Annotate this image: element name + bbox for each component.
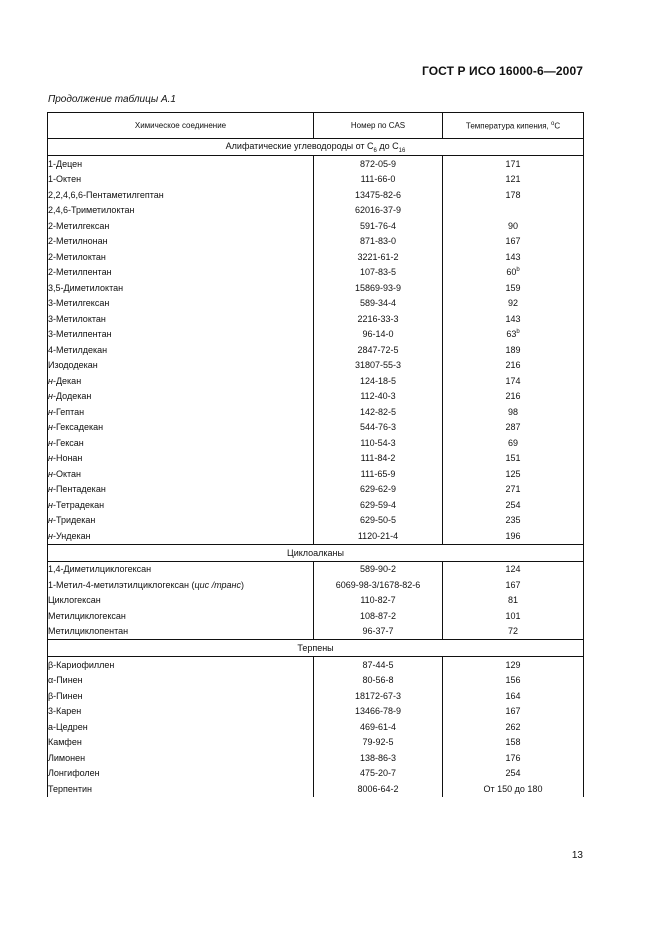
- cas-number-cell: [314, 497, 443, 513]
- section-title: Терпены: [48, 640, 584, 657]
- boiling-point-text: 254: [505, 768, 521, 779]
- compound-name-text: 1-Децен: [48, 158, 83, 169]
- cas-number-cell: [314, 358, 443, 374]
- compound-name-text: β-Пинен: [48, 690, 83, 701]
- compound-name-text: Лимонен: [48, 752, 86, 763]
- cas-number-text: 111-66-0: [360, 174, 396, 185]
- compound-name-text: н-Нонан: [48, 453, 83, 464]
- boiling-point-text: 171: [505, 158, 521, 169]
- boiling-point-cell: [443, 358, 584, 374]
- boiling-point-text: 262: [505, 721, 521, 732]
- compound-name-cell: [48, 234, 314, 250]
- table-row: [48, 358, 584, 374]
- table-row: [48, 657, 584, 673]
- cas-number-cell: [314, 172, 443, 188]
- compound-name-cell: [48, 719, 314, 735]
- table-row: [48, 750, 584, 766]
- compound-name-text: 3-Метилгексан: [48, 298, 110, 309]
- compound-name-cell: [48, 311, 314, 327]
- compound-name-cell: [48, 766, 314, 782]
- table-caption: Продолжение таблицы А.1: [48, 94, 176, 105]
- boiling-point-text: 124: [505, 564, 521, 575]
- boiling-point-text: 235: [505, 515, 521, 526]
- compound-name-cell: [48, 482, 314, 498]
- table-row: [48, 735, 584, 751]
- compound-name-text: 1,4-Диметилциклогексан: [48, 564, 152, 575]
- cas-number-cell: [314, 373, 443, 389]
- boiling-point-cell: [443, 280, 584, 296]
- page-number: 13: [571, 850, 583, 861]
- boiling-point-text: 174: [505, 375, 521, 386]
- boiling-point-text: 72: [507, 626, 518, 637]
- cas-number-cell: [314, 750, 443, 766]
- boiling-point-text: 167: [505, 579, 521, 590]
- compound-name-text: 2-Метилпентан: [48, 267, 112, 278]
- boiling-point-cell: [443, 203, 584, 219]
- boiling-point-text: 216: [505, 391, 521, 402]
- compound-name-cell: [48, 593, 314, 609]
- table-row: [48, 497, 584, 513]
- boiling-point-cell: [443, 577, 584, 593]
- compound-name-text: 2,2,4,6,6-Пентаметилгептан: [48, 189, 164, 200]
- cas-number-text: 3221-61-2: [357, 251, 399, 262]
- compound-name-text: β-Кариофиллен: [48, 659, 115, 670]
- cas-number-cell: [314, 404, 443, 420]
- boiling-point-cell: [443, 497, 584, 513]
- boiling-point-cell: [443, 389, 584, 405]
- cas-number-cell: [314, 296, 443, 312]
- compound-name-cell: [48, 451, 314, 467]
- boiling-point-cell: [443, 608, 584, 624]
- cas-number-cell: [314, 657, 443, 673]
- boiling-point-cell: [443, 327, 584, 343]
- compound-name-cell: [48, 688, 314, 704]
- boiling-point-cell: [443, 296, 584, 312]
- table-row: [48, 451, 584, 467]
- cas-number-text: 591-76-4: [359, 220, 397, 231]
- cas-number-text: 111-84-2: [360, 453, 396, 464]
- table-body: [48, 139, 584, 797]
- compound-name-text: н-Пентадекан: [48, 484, 106, 495]
- compound-name-text: н-Октан: [48, 468, 81, 479]
- boiling-point-text: 125: [505, 468, 521, 479]
- table-row: [48, 435, 584, 451]
- compound-name-text: 2-Метилгексан: [48, 220, 110, 231]
- cas-number-text: 87-44-5: [362, 659, 394, 670]
- compound-name-cell: [48, 735, 314, 751]
- boiling-point-cell: [443, 688, 584, 704]
- boiling-point-cell: [443, 311, 584, 327]
- cas-number-cell: [314, 704, 443, 720]
- boiling-point-cell: [443, 373, 584, 389]
- compound-name-text: Циклогексан: [48, 595, 101, 606]
- table-row: [48, 373, 584, 389]
- cas-number-cell: [314, 466, 443, 482]
- compound-name-cell: [48, 497, 314, 513]
- table-row: [48, 327, 584, 343]
- table-row: [48, 404, 584, 420]
- table-row: [48, 187, 584, 203]
- compound-name-cell: [48, 156, 314, 172]
- cas-number-text: 589-34-4: [359, 298, 397, 309]
- boiling-point-text: 164: [505, 690, 521, 701]
- section-header-row: [48, 640, 584, 657]
- cas-number-cell: [314, 389, 443, 405]
- cas-number-cell: [314, 482, 443, 498]
- boiling-point-text: 92: [507, 298, 518, 309]
- compound-name-cell: [48, 327, 314, 343]
- boiling-point-cell: [443, 561, 584, 577]
- compound-name-cell: [48, 296, 314, 312]
- cas-number-cell: [314, 735, 443, 751]
- boiling-point-text: 216: [505, 360, 521, 371]
- cas-number-text: 96-14-0: [362, 329, 394, 340]
- cas-number-cell: [314, 156, 443, 172]
- boiling-point-cell: [443, 673, 584, 689]
- compound-name-cell: [48, 528, 314, 544]
- compound-name-text: а-Цедрен: [48, 721, 88, 732]
- compound-name-cell: [48, 358, 314, 374]
- compound-name-text: Камфен: [48, 737, 82, 748]
- table-header-row: [48, 113, 584, 139]
- column-header-boiling-point: Температура кипения, $^o$С: [443, 113, 584, 139]
- compound-name-text: н-Ундекан: [48, 530, 91, 541]
- table-row: [48, 172, 584, 188]
- compound-name-text: α-Пинен: [48, 675, 83, 686]
- table-row: [48, 156, 584, 172]
- table-row: [48, 608, 584, 624]
- boiling-point-text: 196: [505, 530, 521, 541]
- boiling-point-cell: [443, 704, 584, 720]
- compound-name-cell: [48, 750, 314, 766]
- cas-number-text: 475-20-7: [359, 768, 397, 779]
- cas-number-cell: [314, 766, 443, 782]
- cas-number-text: 15869-93-9: [354, 282, 402, 293]
- cas-number-text: 62016-37-9: [354, 205, 402, 216]
- table-row: [48, 249, 584, 265]
- compound-name-cell: [48, 342, 314, 358]
- cas-number-cell: [314, 577, 443, 593]
- boiling-point-text: 254: [505, 499, 521, 510]
- compound-name-cell: [48, 280, 314, 296]
- cas-number-cell: [314, 203, 443, 219]
- cas-number-text: 871-83-0: [359, 236, 397, 247]
- cas-number-cell: [314, 327, 443, 343]
- cas-number-cell: [314, 342, 443, 358]
- compound-name-cell: [48, 608, 314, 624]
- cas-number-cell: [314, 561, 443, 577]
- boiling-point-cell: [443, 781, 584, 797]
- cas-number-text: 80-56-8: [362, 675, 394, 686]
- table-row: [48, 342, 584, 358]
- cas-number-text: 96-37-7: [362, 626, 394, 637]
- boiling-point-cell: [443, 593, 584, 609]
- cas-number-cell: [314, 624, 443, 640]
- compound-name-text: н-Тетрадекан: [48, 499, 105, 510]
- cas-number-cell: [314, 719, 443, 735]
- boiling-point-text: 167: [505, 706, 521, 717]
- boiling-point-text: 60: [506, 267, 517, 278]
- compound-name-text: 3-Карен: [48, 706, 82, 717]
- boiling-point-text: От 150 до 180: [483, 783, 543, 794]
- cas-number-text: 544-76-3: [359, 422, 397, 433]
- cas-number-text: 469-61-4: [359, 721, 397, 732]
- footnote-marker: b: [516, 329, 520, 336]
- boiling-point-text: 271: [505, 484, 521, 495]
- footnote-marker: b: [516, 267, 520, 274]
- compound-name-cell: [48, 466, 314, 482]
- column-header-compound: Химическое соединение: [48, 113, 314, 139]
- compound-name-cell: [48, 172, 314, 188]
- cas-number-cell: [314, 781, 443, 797]
- cas-number-cell: [314, 280, 443, 296]
- boiling-point-cell: [443, 420, 584, 436]
- cas-number-text: 111-65-9: [360, 468, 396, 479]
- cas-number-text: 108-87-2: [359, 610, 397, 621]
- compound-name-cell: [48, 389, 314, 405]
- boiling-point-cell: [443, 218, 584, 234]
- compound-name-text: н-Тридекан: [48, 515, 96, 526]
- cas-number-cell: [314, 593, 443, 609]
- cas-number-text: 2216-33-3: [357, 313, 399, 324]
- boiling-point-cell: [443, 187, 584, 203]
- compound-name-text: н-Гексан: [48, 437, 84, 448]
- compound-name-text: Метилциклопентан: [48, 626, 129, 637]
- table-row: [48, 218, 584, 234]
- cas-number-cell: [314, 673, 443, 689]
- compound-name-cell: [48, 203, 314, 219]
- cas-number-cell: [314, 608, 443, 624]
- boiling-point-cell: [443, 735, 584, 751]
- boiling-point-text: 101: [505, 610, 521, 621]
- boiling-point-text: 81: [507, 595, 518, 606]
- boiling-point-cell: [443, 234, 584, 250]
- cas-number-text: 142-82-5: [359, 406, 397, 417]
- cas-number-text: 6069-98-3/1678-82-6: [335, 579, 421, 590]
- cas-number-text: 13475-82-6: [354, 189, 402, 200]
- compound-name-text: 2-Метилоктан: [48, 251, 106, 262]
- boiling-point-table: [47, 112, 584, 797]
- boiling-point-text: 287: [505, 422, 521, 433]
- table-row: [48, 311, 584, 327]
- cas-number-text: 2847-72-5: [357, 344, 399, 355]
- compound-name-cell: [48, 561, 314, 577]
- compound-name-cell: [48, 187, 314, 203]
- table-row: [48, 528, 584, 544]
- compound-name-text: Лонгифолен: [48, 768, 100, 779]
- table-row: [48, 673, 584, 689]
- compound-name-text: н-Декан: [48, 375, 82, 386]
- cas-number-text: 8006-64-2: [357, 783, 399, 794]
- boiling-point-cell: [443, 766, 584, 782]
- table-row: [48, 561, 584, 577]
- cas-number-text: 1120-21-4: [357, 530, 399, 541]
- table-row: [48, 203, 584, 219]
- table-row: [48, 766, 584, 782]
- boiling-point-cell: [443, 249, 584, 265]
- cas-number-text: 112-40-3: [360, 391, 396, 402]
- document-code: ГОСТ Р ИСО 16000-6—2007: [421, 64, 583, 78]
- compound-name-cell: [48, 435, 314, 451]
- table-row: [48, 624, 584, 640]
- cas-number-text: 629-50-5: [359, 515, 397, 526]
- compound-name-cell: [48, 513, 314, 529]
- table-row: [48, 719, 584, 735]
- boiling-point-text: 167: [505, 236, 521, 247]
- cas-number-cell: [314, 688, 443, 704]
- compound-name-text: 1-Метил-4-метилэтилциклогексан (цис /транс): [48, 579, 244, 590]
- boiling-point-text: 178: [505, 189, 521, 200]
- boiling-point-cell: [443, 404, 584, 420]
- compound-name-cell: [48, 781, 314, 797]
- cas-number-cell: [314, 234, 443, 250]
- boiling-point-text: 121: [505, 174, 521, 185]
- boiling-point-cell: [443, 156, 584, 172]
- table-row: [48, 593, 584, 609]
- section-header-row: [48, 544, 584, 561]
- table-row: [48, 688, 584, 704]
- boiling-point-text: 151: [505, 453, 521, 464]
- cas-number-text: 589-90-2: [359, 564, 397, 575]
- compound-name-text: 1-Октен: [48, 174, 82, 185]
- boiling-point-text: 143: [505, 313, 521, 324]
- compound-name-text: 2-Метилнонан: [48, 236, 108, 247]
- compound-name-cell: [48, 657, 314, 673]
- cas-number-cell: [314, 420, 443, 436]
- table-row: [48, 234, 584, 250]
- compound-name-text: 3-Метилпентан: [48, 329, 112, 340]
- compound-name-cell: [48, 218, 314, 234]
- compound-name-text: 4-Метилдекан: [48, 344, 108, 355]
- boiling-point-text: 129: [505, 659, 521, 670]
- compound-name-cell: [48, 577, 314, 593]
- table-row: [48, 781, 584, 797]
- compound-name-text: н-Гептан: [48, 406, 85, 417]
- column-header-cas: Номер по CAS: [314, 113, 443, 139]
- boiling-point-cell: [443, 435, 584, 451]
- compound-name-text: Терпентин: [48, 783, 92, 794]
- section-title: Алифатические углеводороды от $С_6$ до $С_{16}$: [48, 139, 584, 156]
- cas-number-text: 629-59-4: [359, 499, 397, 510]
- boiling-point-cell: [443, 513, 584, 529]
- table-row: [48, 482, 584, 498]
- compound-name-cell: [48, 704, 314, 720]
- boiling-point-cell: [443, 657, 584, 673]
- table-row: [48, 265, 584, 281]
- cas-number-text: 110-54-3: [360, 437, 396, 448]
- compound-name-text: 3,5-Диметилоктан: [48, 282, 124, 293]
- compound-name-cell: [48, 420, 314, 436]
- section-title: Циклоалканы: [48, 544, 584, 561]
- cas-number-cell: [314, 451, 443, 467]
- boiling-point-text: 159: [505, 282, 521, 293]
- cas-number-text: 872-05-9: [359, 158, 397, 169]
- compound-name-cell: [48, 404, 314, 420]
- cas-number-text: 629-62-9: [359, 484, 397, 495]
- boiling-point-cell: [443, 451, 584, 467]
- compound-name-cell: [48, 673, 314, 689]
- cas-number-text: 138-86-3: [359, 752, 397, 763]
- boiling-point-cell: [443, 750, 584, 766]
- compound-name-cell: [48, 265, 314, 281]
- cas-number-cell: [314, 513, 443, 529]
- boiling-point-text: 156: [505, 675, 521, 686]
- boiling-point-text: 63: [506, 329, 517, 340]
- boiling-point-cell: [443, 528, 584, 544]
- compound-name-text: 2,4,6-Триметилоктан: [48, 205, 135, 216]
- boiling-point-text: 69: [507, 437, 518, 448]
- boiling-point-text: 90: [507, 220, 518, 231]
- boiling-point-cell: [443, 719, 584, 735]
- boiling-point-cell: [443, 482, 584, 498]
- boiling-point-cell: [443, 342, 584, 358]
- compound-name-text: Изододекан: [48, 360, 98, 371]
- boiling-point-text: 189: [505, 344, 521, 355]
- boiling-point-cell: [443, 466, 584, 482]
- cas-number-text: 124-18-5: [359, 375, 397, 386]
- cas-number-cell: [314, 265, 443, 281]
- boiling-point-cell: [443, 172, 584, 188]
- cas-number-cell: [314, 187, 443, 203]
- compound-name-text: Метилциклогексан: [48, 610, 126, 621]
- cas-number-text: 110-82-7: [360, 595, 396, 606]
- boiling-point-text: 98: [507, 406, 518, 417]
- section-header-row: [48, 139, 584, 156]
- cas-number-text: 18172-67-3: [354, 690, 402, 701]
- cas-number-cell: [314, 311, 443, 327]
- cas-number-cell: [314, 249, 443, 265]
- cas-number-text: 107-83-5: [359, 267, 397, 278]
- compound-name-cell: [48, 624, 314, 640]
- boiling-point-text: 176: [505, 752, 521, 763]
- boiling-point-cell: [443, 265, 584, 281]
- table-row: [48, 513, 584, 529]
- cas-number-cell: [314, 528, 443, 544]
- boiling-point-text: 143: [505, 251, 521, 262]
- compound-name-cell: [48, 249, 314, 265]
- compound-name-cell: [48, 373, 314, 389]
- cas-number-cell: [314, 435, 443, 451]
- table-row: [48, 704, 584, 720]
- table-row: [48, 420, 584, 436]
- compound-name-text: 3-Метилоктан: [48, 313, 106, 324]
- table-row: [48, 577, 584, 593]
- cas-number-text: 13466-78-9: [354, 706, 402, 717]
- boiling-point-cell: [443, 624, 584, 640]
- table-row: [48, 296, 584, 312]
- cas-number-cell: [314, 218, 443, 234]
- cas-number-text: 79-92-5: [362, 737, 394, 748]
- cas-number-text: 31807-55-3: [354, 360, 402, 371]
- table-row: [48, 389, 584, 405]
- compound-name-text: н-Гексадекан: [48, 422, 104, 433]
- table-row: [48, 466, 584, 482]
- compound-name-text: н-Додекан: [48, 391, 92, 402]
- boiling-point-text: 158: [505, 737, 521, 748]
- table-row: [48, 280, 584, 296]
